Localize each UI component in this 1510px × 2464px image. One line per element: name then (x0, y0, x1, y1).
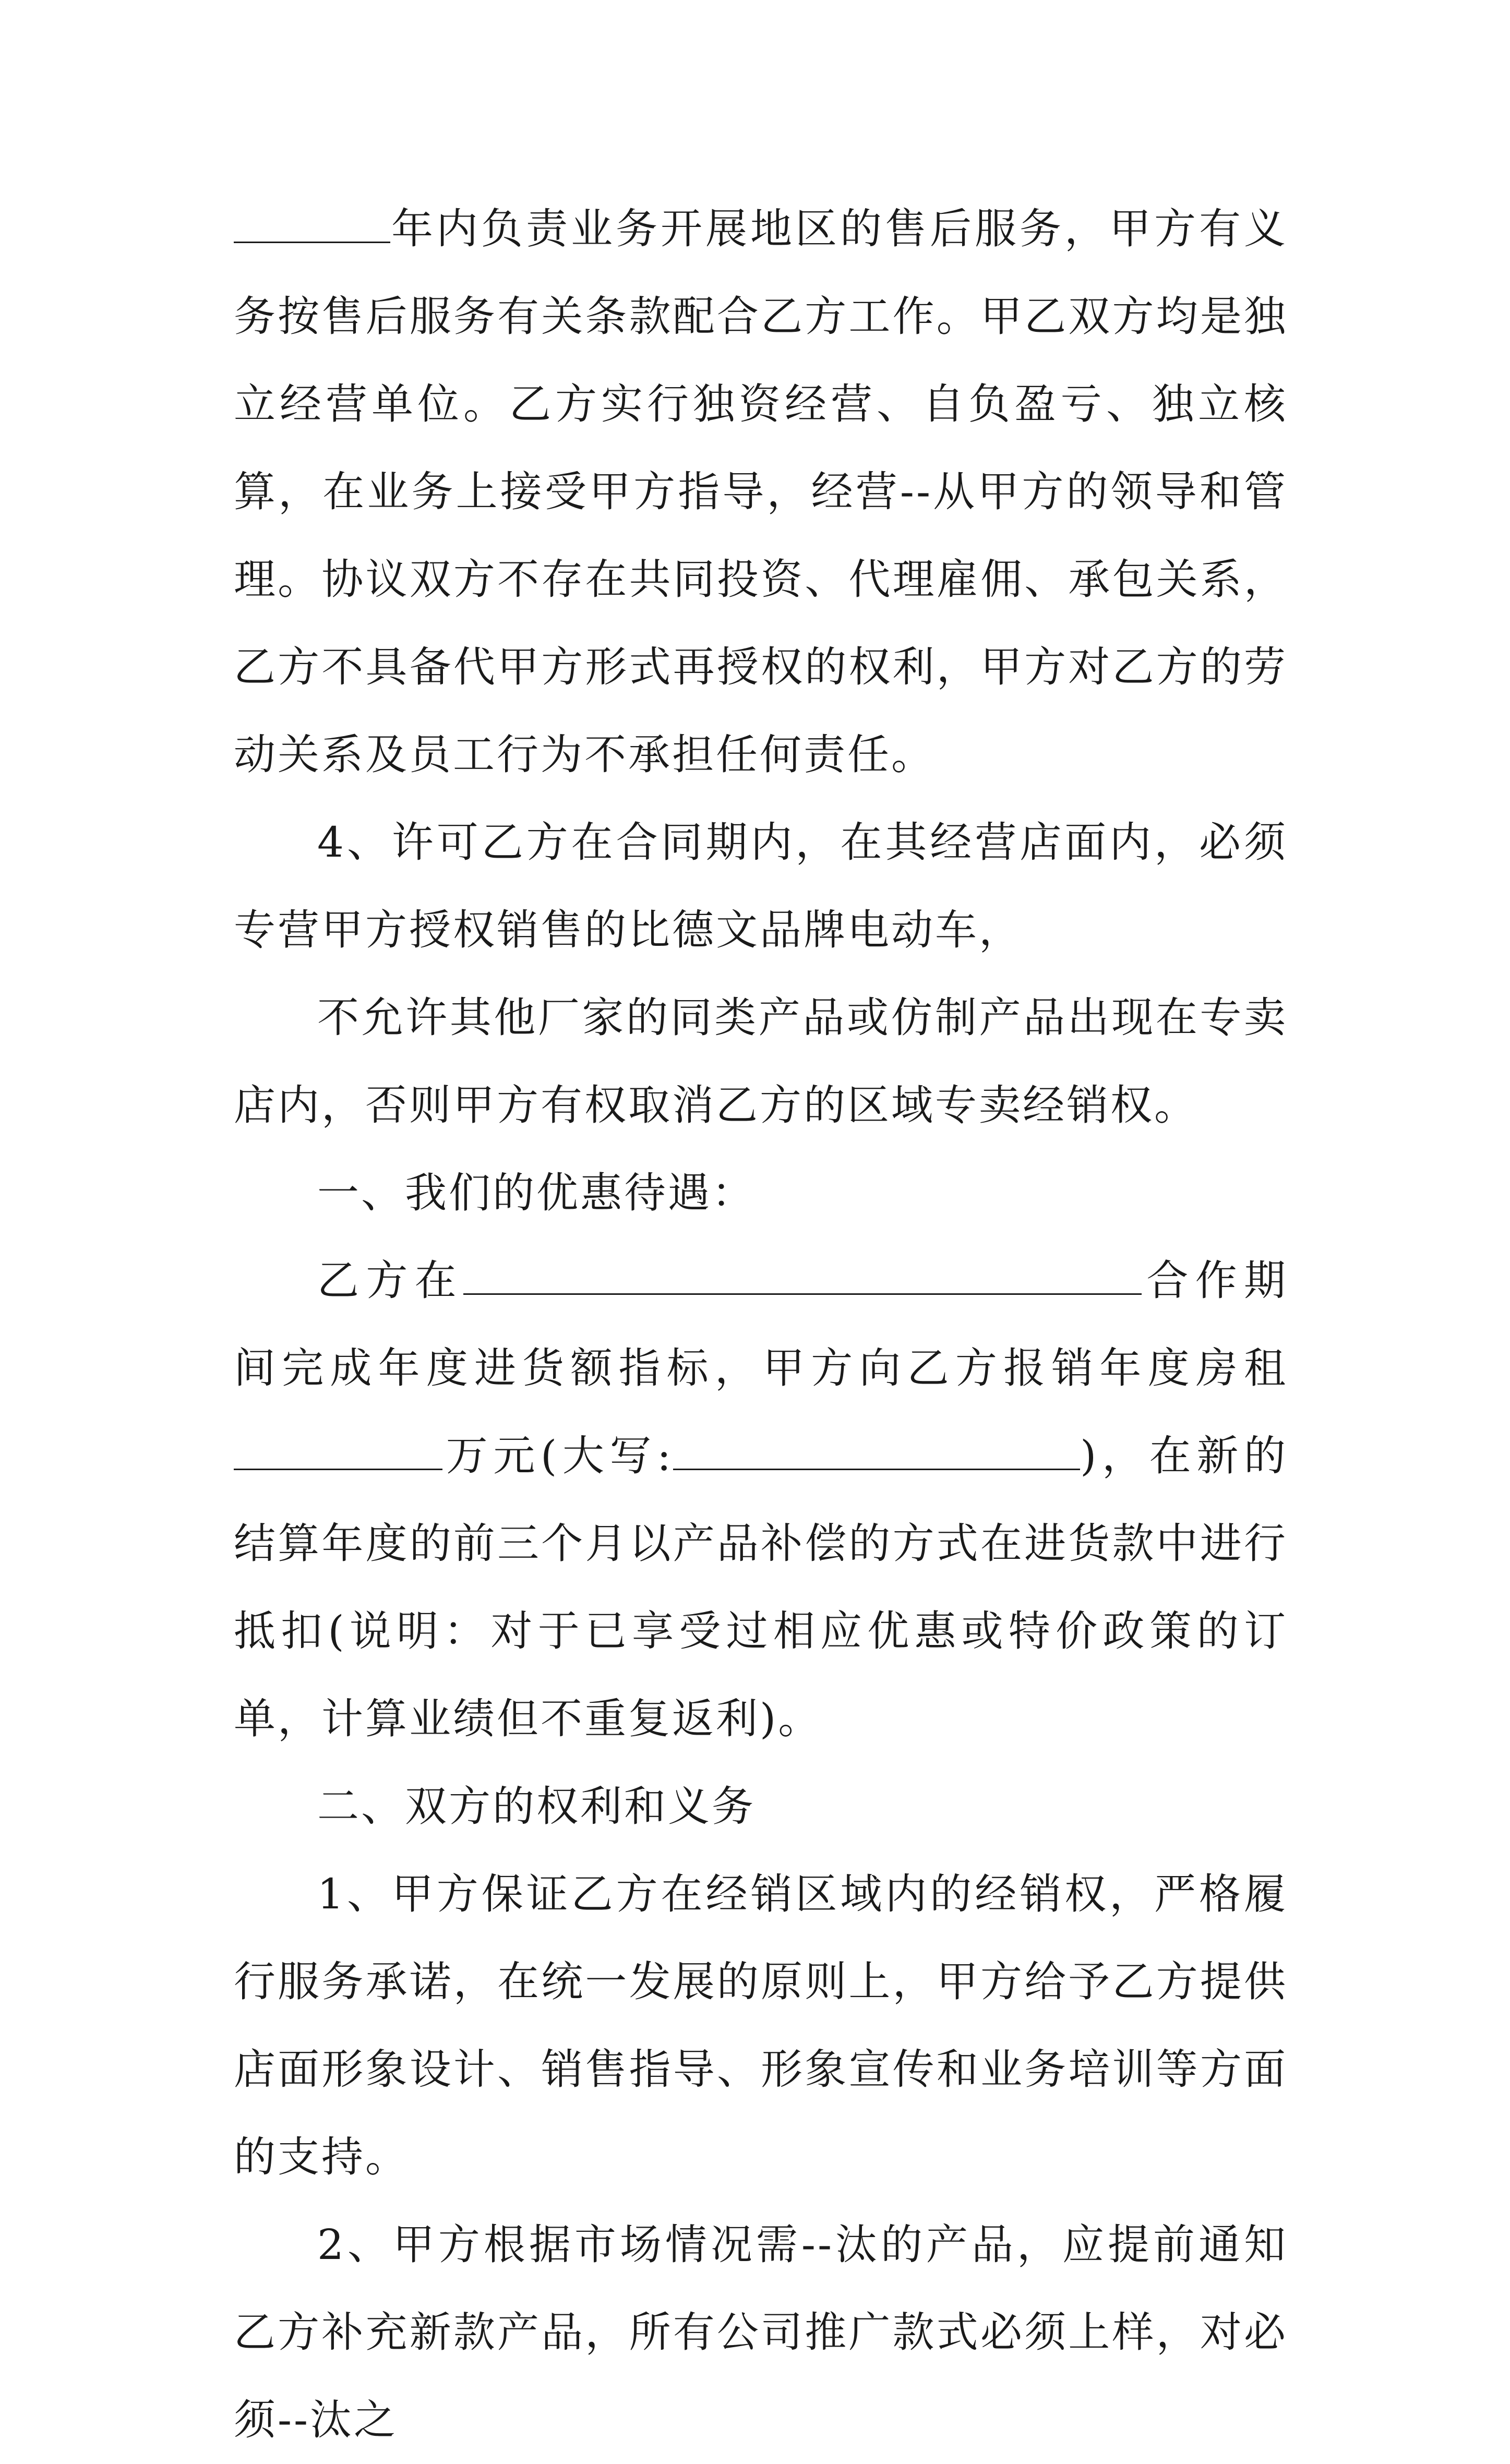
paragraph-rights-2: 2、甲方根据市场情况需--汰的产品，应提前通知乙方补充新款产品，所有公司推广款式必须上样，对必须--汰之 (234, 2220, 1288, 2444)
document-page (234, 185, 1288, 2464)
heading-benefits: 一、我们的优惠待遇： (317, 1169, 756, 1217)
paragraph-rights-1: 1、甲方保证乙方在经销区域内的经销权，严格履行服务承诺，在统一发展的原则上，甲方给予乙方提供店面形象设计、销售指导、形象宣传和业务培训等方面的支持。 (234, 1870, 1288, 2181)
paragraph-benefits: 乙方在 合作期间完成年度进货额指标，甲方向乙方报销年度房租万元(大写: )，在新的结算年度的前三个月以产品补偿的方式在进货款中进行抵扣(说明：对于已享受过相应优惠或特价政策的订单，计算业绩但不重复返利)。 (234, 1256, 1288, 1743)
paragraph-exclusive: 不允许其他厂家的同类产品或仿制产品出现在专卖店内，否则甲方有权取消乙方的区域专卖经销权。 (234, 993, 1288, 1129)
fill-blank[interactable] (234, 1432, 442, 1470)
fill-blank[interactable] (234, 205, 390, 243)
fill-blank[interactable] (673, 1432, 1080, 1470)
paragraph-after-sales: 年内负责业务开展地区的售后服务，甲方有义务按售后服务有关条款配合乙方工作。甲乙双方均是独立经营单位。乙方实行独资经营、自负盈亏、独立核算，在业务上接受甲方指导，经营--从甲方的领导和管理。协议双方不存在共同投资、代理雇佣、承包关系，乙方不具备代甲方形式再授权的权利，甲方对乙方的劳动关系及员工行为不承担任何责任。 (234, 205, 1288, 779)
paragraph-clause-4: 4、许可乙方在合同期内，在其经营店面内，必须专营甲方授权销售的比德文品牌电动车， (234, 818, 1288, 954)
fill-blank[interactable] (463, 1257, 1142, 1295)
heading-rights-obligations: 二、双方的权利和义务 (317, 1782, 756, 1831)
